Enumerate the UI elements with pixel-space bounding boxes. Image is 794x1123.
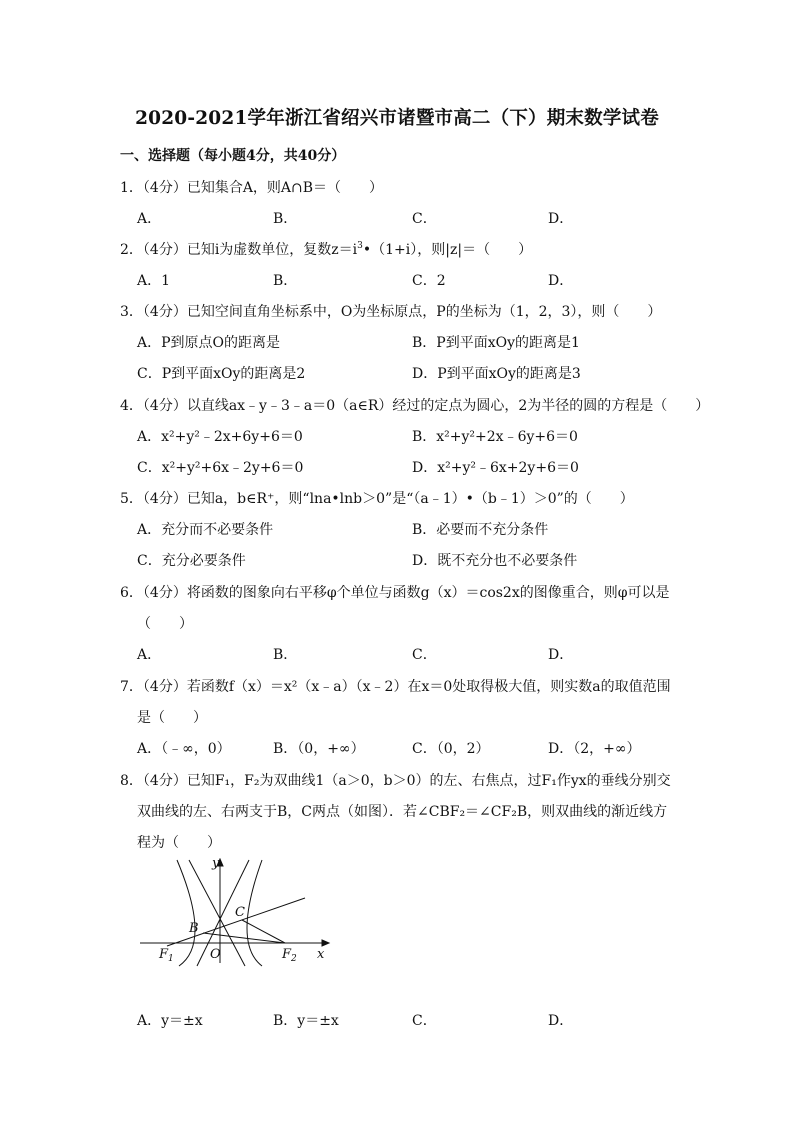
- q5-option-d: D．既不充分也不必要条件: [412, 553, 578, 569]
- label-b: B: [189, 921, 199, 936]
- q3-option-a: A．P到原点O的距离是: [137, 335, 281, 351]
- question-5: 5．（4分）已知a，b∈R⁺，则“lna•lnb＞0”是“（a﹣1）•（b﹣1）＞0”的（ ）: [120, 491, 634, 507]
- q4-option-c: C．x²+y²+6x﹣2y+6＝0: [137, 460, 304, 476]
- label-y: y: [212, 858, 220, 871]
- q7-option-b: B．（0，+∞）: [273, 741, 365, 757]
- q8-option-d: D．: [548, 1013, 574, 1029]
- q7-option-d: D．（2，+∞）: [548, 741, 641, 757]
- page-title: 2020-2021学年浙江省绍兴市诸暨市高二（下）期末数学试卷: [135, 108, 659, 129]
- x-axis-arrow: [322, 940, 329, 946]
- label-f1: [158, 947, 174, 964]
- q6-option-c: C．: [412, 647, 437, 663]
- q2-option-c: C．2: [412, 273, 446, 289]
- question-8-line-3: 程为（ ）: [137, 835, 221, 851]
- q3-option-d: D．P到平面xOy的距离是3: [412, 366, 581, 382]
- label-x: x: [317, 947, 325, 962]
- segment-c-f2: [242, 920, 285, 943]
- q7-option-a: A．（﹣∞，0）: [137, 741, 231, 757]
- hyperbola-right-branch: [247, 860, 262, 966]
- question-3: 3．（4分）已知空间直角坐标系中，O为坐标原点，P的坐标为（1，2，3），则（ ）: [120, 304, 662, 320]
- q2-option-d: D．: [548, 273, 574, 289]
- segment-b-f2: [203, 933, 285, 943]
- q2-option-b: B．: [273, 273, 298, 289]
- label-f1-letter: F: [159, 947, 169, 962]
- question-7: 7．（4分）若函数f（x）＝x²（x﹣a）（x﹣2）在x＝0处取得极大值，则实数a的取值范围: [120, 679, 671, 695]
- q1-option-d: D．: [548, 211, 574, 227]
- label-f2: [281, 947, 297, 964]
- q8-option-b: B．y＝±x: [273, 1013, 339, 1029]
- question-8: 8．（4分）已知F₁，F₂为双曲线1（a＞0，b＞0）的左、右焦点，过F₁作yx的垂线分别交: [120, 773, 671, 789]
- label-c: C: [235, 905, 245, 920]
- q5-option-a: A．充分而不必要条件: [137, 522, 274, 538]
- q3-option-b: B．P到平面xOy的距离是1: [412, 335, 580, 351]
- q4-option-b: B．x²+y²+2x﹣6y+6＝0: [412, 429, 578, 445]
- hyperbola-diagram: [137, 858, 337, 968]
- q8-option-c: C．: [412, 1013, 437, 1029]
- question-6: 6．（4分）将函数的图象向右平移φ个单位与函数g（x）＝cos2x的图像重合，则φ可以是: [120, 585, 670, 601]
- q2-option-a: A．1: [137, 273, 171, 289]
- q2-text-pre: 2．（4分）已知i为虚数单位，复数z＝i: [120, 242, 358, 258]
- question-6-continued: （ ）: [137, 616, 193, 632]
- question-2: [120, 239, 532, 259]
- label-f2-letter: F: [282, 947, 292, 962]
- q3-option-c: C．P到平面xOy的距离是2: [137, 366, 306, 382]
- q6-option-a: A．: [137, 647, 162, 663]
- question-8-line-2: 双曲线的左、右两支于B，C两点（如图）．若∠CBF₂＝∠CF₂B，则双曲线的渐近线方: [137, 804, 668, 820]
- q4-option-a: A．x²+y²﹣2x+6y+6＝0: [137, 429, 303, 445]
- q6-option-d: D．: [548, 647, 574, 663]
- q1-option-c: C．: [412, 211, 437, 227]
- question-1: 1．（4分）已知集合A，则A∩B＝（ ）: [120, 180, 384, 196]
- q1-option-a: A．: [137, 211, 162, 227]
- q7-option-c: C．（0，2）: [412, 741, 490, 757]
- q1-option-b: B．: [273, 211, 298, 227]
- hyperbola-figure: [137, 858, 337, 968]
- label-o: O: [210, 947, 221, 962]
- q6-option-b: B．: [273, 647, 298, 663]
- hyperbola-left-branch: [177, 860, 195, 966]
- question-4: 4．（4分）以直线ax﹣y﹣3﹣a＝0（a∈R）经过的定点为圆心，2为半径的圆的方程是（ ）: [120, 398, 710, 414]
- question-7-continued: 是（ ）: [137, 710, 207, 726]
- q2-text-post: •（1+i），则|z|＝（ ）: [362, 242, 533, 258]
- q5-option-c: C．充分必要条件: [137, 553, 246, 569]
- label-f1-sub: 1: [168, 954, 174, 964]
- section-heading: 一、选择题（每小题4分，共40分）: [120, 148, 346, 164]
- q8-option-a: A．y＝±x: [137, 1013, 203, 1029]
- q2-exponent: 3: [357, 241, 363, 251]
- q4-option-d: D．x²+y²﹣6x+2y+6＝0: [412, 460, 579, 476]
- q5-option-b: B．必要而不充分条件: [412, 522, 549, 538]
- label-f2-sub: 2: [291, 954, 297, 964]
